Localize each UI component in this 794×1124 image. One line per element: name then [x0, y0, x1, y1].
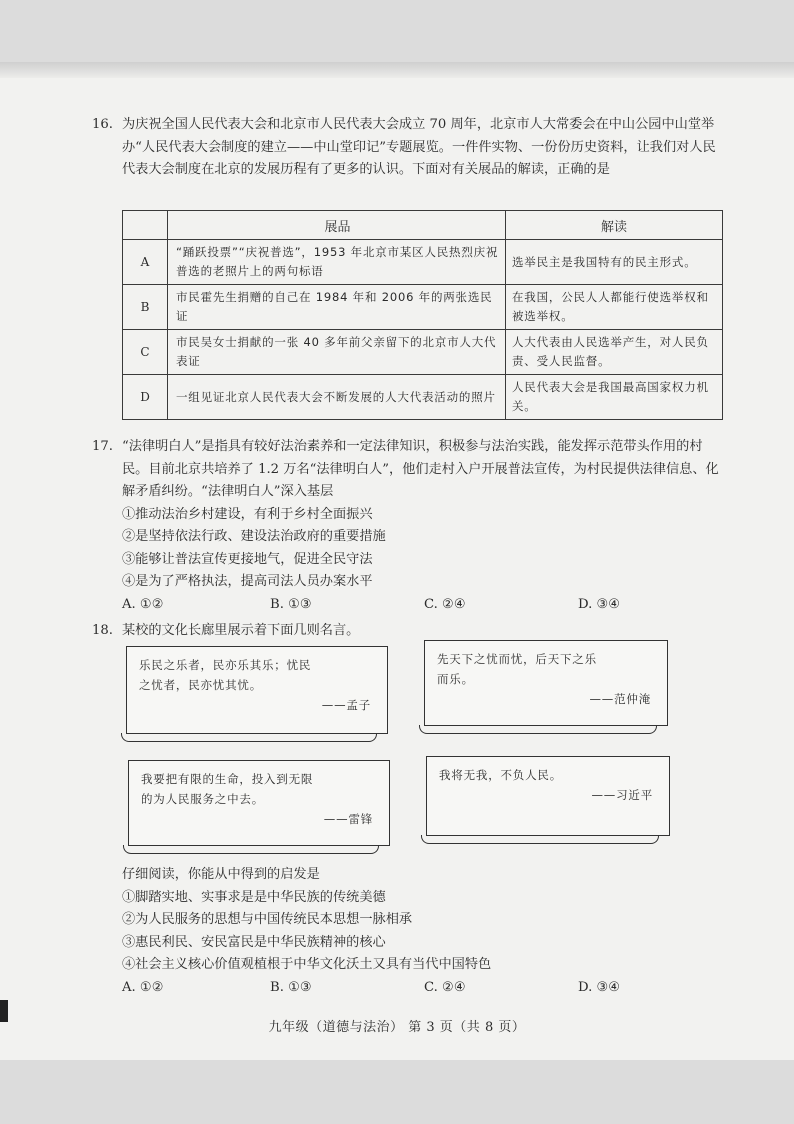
quote-scroll-fan-zhongyan [424, 640, 668, 726]
question-18-options [92, 864, 722, 999]
question-number: 18. [92, 623, 113, 638]
reading-cell: 人大代表由人民选举产生，对人民负责、受人民监督。 [506, 330, 723, 375]
question-prompt: 仔细阅读，你能从中得到的启发是 [122, 867, 320, 882]
exhibit-cell: 市民吴女士捐献的一张 40 多年前父亲留下的北京市人大代表证 [168, 330, 506, 375]
option-letter: A [123, 240, 168, 285]
option-letter: C [123, 330, 168, 375]
question-stem: 为庆祝全国人民代表大会和北京市人民代表大会成立 70 周年，北京市人大常委会在中山公园中山堂举办“人民代表大会制度的建立——中山堂印记”专题展览。一件件实物、一份份历史资料，让我们对人民代表大会制度在北京的发展历程有了更多的认识。下面对有关展品的解读，正确的是 [122, 117, 716, 177]
statement-4: ④社会主义核心价值观植根于中华文化沃土又具有当代中国特色 [122, 957, 492, 972]
quote-author: ——孟子 [321, 698, 371, 712]
exhibit-table [122, 210, 723, 420]
quote-line: 我将无我，不负人民。 [439, 768, 562, 782]
choice-a: A. ①② [122, 596, 164, 612]
option-letter: D [123, 375, 168, 420]
question-number: 17. [92, 439, 113, 454]
question-16 [92, 114, 724, 182]
reading-cell: 在我国，公民人人都能行使选举权和被选举权。 [506, 285, 723, 330]
question-stem: 某校的文化长廊里展示着下面几则名言。 [122, 623, 360, 638]
reading-cell: 人民代表大会是我国最高国家权力机关。 [506, 375, 723, 420]
quote-line: 我要把有限的生命，投入到无限 [141, 772, 314, 786]
statement-2: ②为人民服务的思想与中国传统民本思想一脉相承 [122, 912, 413, 927]
header-blank [123, 211, 168, 240]
choice-b: B. ①③ [270, 596, 312, 612]
quote-line: 而乐。 [437, 672, 474, 686]
statement-2: ②是坚持依法行政、建设法治政府的重要措施 [122, 529, 386, 544]
answer-choices [122, 977, 722, 1000]
quote-line: 乐民之乐者，民亦乐其乐；忧民 [139, 658, 312, 672]
table-row [123, 240, 723, 285]
table-row [123, 285, 723, 330]
statement-3: ③能够让普法宣传更接地气，促进全民守法 [122, 551, 373, 567]
quote-line: 之忧者，民亦忧其忧。 [139, 678, 262, 692]
choice-c: C. ②④ [424, 596, 466, 612]
choice-c: C. ②④ [424, 979, 466, 995]
statement-4: ④是为了严格执法，提高司法人员办案水平 [122, 574, 373, 589]
quote-line: 先天下之忧而忧，后天下之乐 [437, 652, 597, 666]
reading-cell: 选举民主是我国特有的民主形式。 [506, 240, 723, 285]
table-row [123, 375, 723, 420]
option-letter: B [123, 285, 168, 330]
answer-choices [122, 594, 722, 617]
header-reading: 解读 [506, 211, 723, 240]
table-row [123, 330, 723, 375]
question-stem: “法律明白人”是指具有较好法治素养和一定法律知识，积极参与法治实践，能发挥示范带头作用的村民。目前北京共培养了 1.2 万名“法律明白人”，他们走村入户开展普法宣传，为村民提供法律信息、化解矛盾纠纷。“法律明白人”深入基层 [122, 439, 719, 499]
table-header-row [123, 211, 723, 240]
quote-scroll-xi-jinping [426, 756, 670, 836]
question-number: 16. [92, 117, 113, 132]
page-footer: 九年级（道德与法治） 第 3 页（共 8 页） [268, 1020, 526, 1035]
exhibit-cell: 市民霍先生捐赠的自己在 1984 年和 2006 年的两张选民证 [168, 285, 506, 330]
quote-author: ——范仲淹 [589, 692, 651, 706]
quote-author: ——雷锋 [323, 812, 373, 826]
statement-1: ①脚踏实地、实事求是是中华民族的传统美德 [122, 889, 386, 905]
exhibit-cell: 一组见证北京人民代表大会不断发展的人大代表活动的照片 [168, 375, 506, 420]
choice-b: B. ①③ [270, 979, 312, 995]
statement-3: ③惠民利民、安民富民是中华民族精神的核心 [122, 934, 386, 950]
statement-1: ①推动法治乡村建设，有利于乡村全面振兴 [122, 506, 373, 522]
quote-line: 的为人民服务之中去。 [141, 792, 264, 806]
header-exhibit: 展品 [168, 211, 506, 240]
choice-d: D. ③④ [578, 979, 621, 995]
choice-d: D. ③④ [578, 596, 621, 612]
choice-a: A. ①② [122, 979, 164, 995]
quote-scroll-lei-feng [128, 760, 390, 846]
quote-scroll-mencius [126, 646, 388, 734]
exhibit-cell: “踊跃投票”“庆祝普选”，1953 年北京市某区人民热烈庆祝普选的老照片上的两句标语 [168, 240, 506, 285]
question-17 [92, 436, 724, 616]
quote-author: ——习近平 [591, 788, 653, 802]
